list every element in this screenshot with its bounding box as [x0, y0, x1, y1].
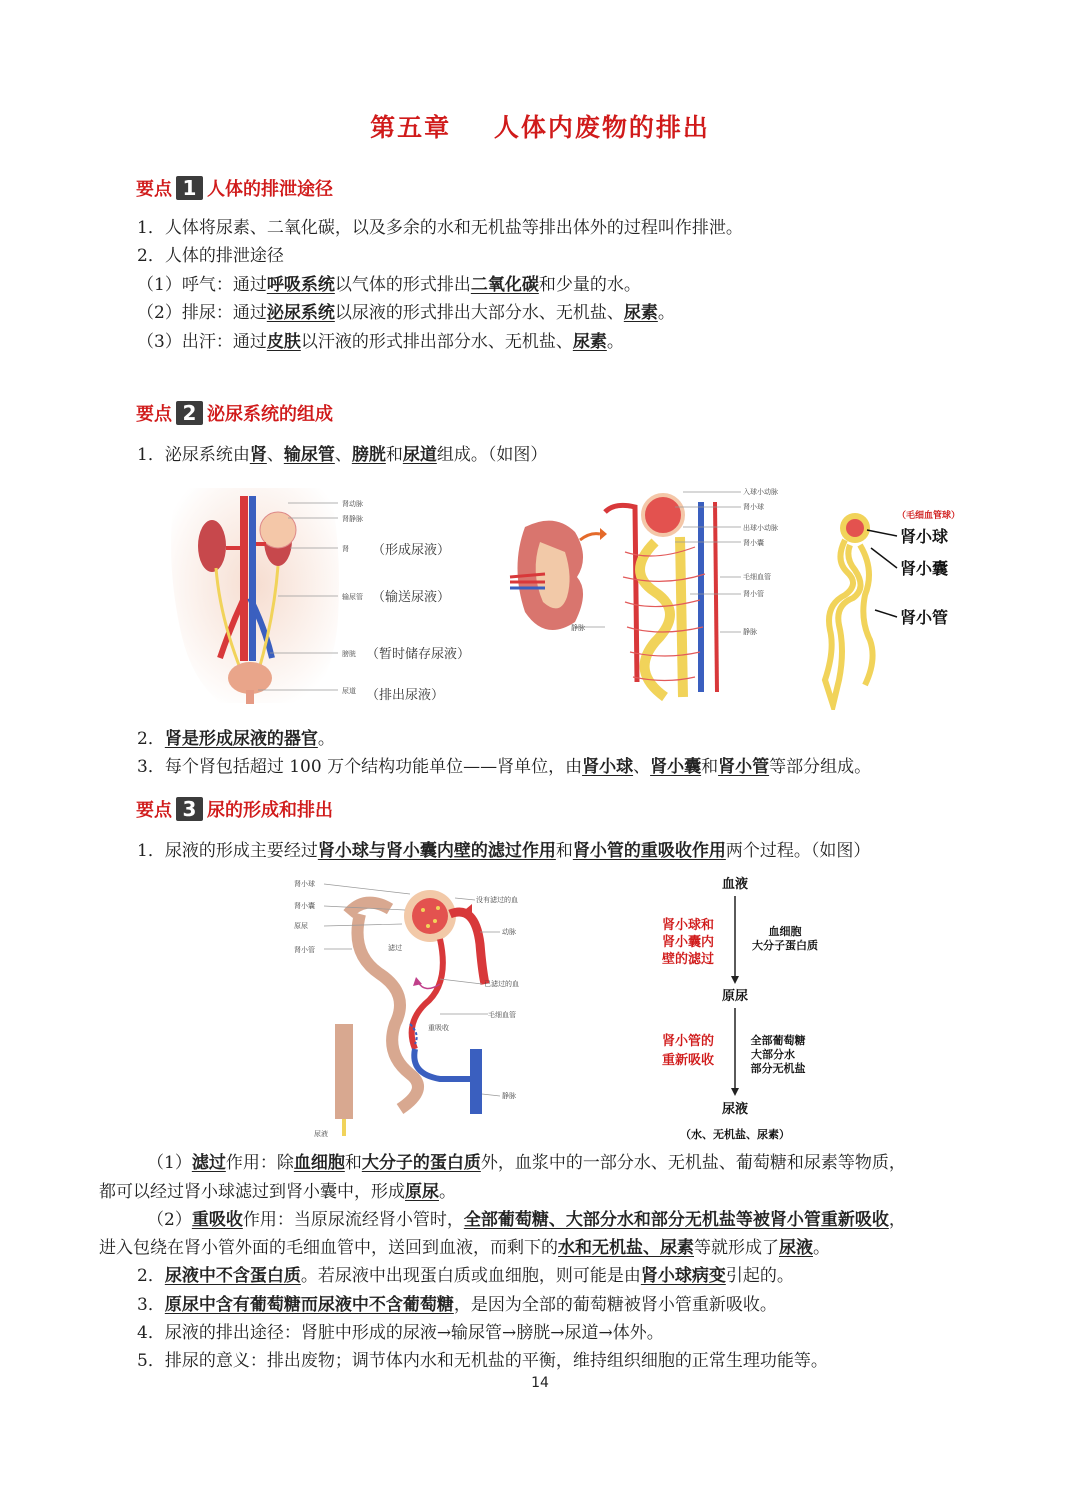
- flow-primary-urine: 原尿: [721, 989, 749, 1004]
- flow-urine: 尿液: [721, 1102, 749, 1117]
- label-unfiltered-blood: 没有滤过的血: [476, 896, 518, 904]
- label-tubule: 肾小管: [294, 946, 315, 954]
- label-capsule: 肾小囊: [743, 539, 764, 547]
- label-vein: 静脉: [502, 1092, 516, 1100]
- section-number: 2: [176, 401, 203, 425]
- label-capsule: 肾小囊: [294, 902, 315, 910]
- section-heading-2: [136, 399, 333, 427]
- urine-formation-figure: [290, 874, 550, 1144]
- label-artery: 动脉: [502, 928, 516, 936]
- flow-filter-label-3: 壁的滤过: [661, 952, 715, 967]
- label-glomerulus-big: 肾小球: [900, 527, 949, 546]
- s3-line1: 1．尿液的形成主要经过肾小球与肾小囊内壁的滤过作用和肾小管的重吸收作用两个过程。（如图）: [137, 841, 871, 861]
- flow-some-salts: 部分无机盐: [750, 1062, 806, 1075]
- flow-reabs-label-2: 重新吸收: [661, 1053, 715, 1068]
- section-heading-1: [136, 174, 333, 202]
- s2-line1: 1．泌尿系统由肾、输尿管、膀胱和尿道组成。（如图）: [137, 445, 548, 465]
- label-renal-vein: 肾静脉: [342, 515, 363, 523]
- s3-line2: 2．尿液中不含蛋白质。若尿液中出现蛋白质或血细胞，则可能是由肾小球病变引起的。: [137, 1266, 794, 1286]
- label-glomerulus: 肾小球: [294, 880, 315, 888]
- s1-line3: （1）呼气：通过呼吸系统以气体的形式排出二氧化碳和少量的水。: [137, 275, 641, 295]
- section-prefix: 要点: [136, 179, 172, 200]
- label-tubule: 肾小管: [743, 590, 764, 598]
- flow-most-water: 大部分水: [751, 1048, 795, 1061]
- page-title: 第五章 人体内废物的排出: [370, 113, 710, 142]
- section-title: 泌尿系统的组成: [207, 404, 333, 425]
- section-heading-3: [136, 795, 333, 823]
- flow-urine-note: （水、无机盐、尿素）: [680, 1128, 790, 1141]
- label-filtration: 滤过: [388, 944, 402, 952]
- label-reabsorption: 重吸收: [428, 1024, 449, 1032]
- flow-filter-label-1: 肾小球和: [661, 918, 715, 933]
- s2-line3: 3．每个肾包括超过 100 万个结构功能单位——肾单位，由肾小球、肾小囊和肾小管等部分组成。: [137, 757, 872, 777]
- label-kidney: 肾: [342, 545, 349, 553]
- label-stores-urine: （暂时储存尿液）: [366, 647, 471, 662]
- nephron-schematic-figure: [805, 500, 965, 710]
- s2-line2: 2．肾是形成尿液的器官。: [137, 729, 335, 749]
- label-capillary: 毛细血管: [488, 1011, 516, 1019]
- flow-blood-cells: 血细胞: [768, 925, 802, 938]
- label-transports-urine: （输送尿液）: [372, 590, 451, 605]
- s3-para2a: （2）重吸收作用：当原尿流经肾小管时，全部葡萄糖、大部分水和部分无机盐等被肾小管重新吸收，: [147, 1210, 906, 1230]
- s1-line1: 1．人体将尿素、二氧化碳，以及多余的水和无机盐等排出体外的过程叫作排泄。: [137, 218, 743, 238]
- label-afferent-arteriole: 入球小动脉: [743, 488, 778, 496]
- label-vein: 静脉: [743, 628, 757, 636]
- s3-line4: 4．尿液的排出途径：肾脏中形成的尿液→输尿管→膀胱→尿道→体外。: [137, 1323, 664, 1343]
- label-urethra: 尿道: [342, 687, 356, 695]
- s3-para1a: （1）滤过作用：除血细胞和大分子的蛋白质外，血浆中的一部分水、无机盐、葡萄糖和尿素等物质，: [147, 1153, 906, 1173]
- s3-line3: 3．原尿中含有葡萄糖而尿液中不含葡萄糖，是因为全部的葡萄糖被肾小管重新吸收。: [137, 1295, 777, 1315]
- section-prefix: 要点: [136, 404, 172, 425]
- section-number: 1: [176, 176, 203, 200]
- s3-line5: 5．排尿的意义：排出废物；调节体内水和无机盐的平衡，维持组织细胞的正常生理功能等。: [137, 1351, 828, 1371]
- urine-flow-diagram: [640, 872, 840, 1144]
- s1-line2: 2．人体的排泄途径: [137, 246, 284, 266]
- s1-line4: （2）排尿：通过泌尿系统以尿液的形式排出大部分水、无机盐、尿素。: [137, 303, 675, 323]
- section-prefix: 要点: [136, 800, 172, 821]
- label-primary-urine: 原尿: [294, 922, 308, 930]
- s3-para1b: 都可以经过肾小球滤过到肾小囊中，形成原尿。: [99, 1182, 456, 1202]
- label-renal-artery: 肾动脉: [342, 500, 363, 508]
- label-vein-left: 静脉: [571, 624, 585, 632]
- flow-blood: 血液: [721, 877, 749, 892]
- label-capsule-big: 肾小囊: [900, 559, 949, 578]
- section-title: 人体的排泄途径: [207, 179, 333, 200]
- section-number: 3: [176, 797, 203, 821]
- label-ureter: 输尿管: [342, 593, 363, 601]
- label-efferent-arteriole: 出球小动脉: [743, 524, 778, 532]
- label-capillary-tuft: （毛细血管球）: [897, 511, 961, 521]
- nephron-detail-figure: [505, 482, 805, 710]
- label-capillary: 毛细血管: [743, 573, 771, 581]
- flow-filter-label-2: 肾小囊内: [661, 935, 715, 950]
- label-excretes-urine: （排出尿液）: [366, 688, 445, 703]
- label-glomerulus: 肾小球: [743, 503, 764, 511]
- label-tubule-big: 肾小管: [900, 608, 949, 627]
- flow-reabs-label-1: 肾小管的: [661, 1034, 715, 1049]
- s1-line5: （3）出汗：通过皮肤以汗液的形式排出部分水、无机盐、尿素。: [137, 332, 624, 352]
- flow-macro-protein: 大分子蛋白质: [752, 939, 818, 952]
- flow-all-glucose: 全部葡萄糖: [750, 1034, 806, 1047]
- section-title: 尿的形成和排出: [207, 800, 333, 821]
- page-number: 14: [531, 1375, 549, 1391]
- label-filtered-blood: 已滤过的血: [484, 980, 519, 988]
- label-bladder: 膀胱: [342, 650, 356, 658]
- label-forms-urine: （形成尿液）: [372, 543, 451, 558]
- urinary-system-figure: [160, 478, 490, 708]
- label-urine: 尿液: [314, 1130, 328, 1138]
- s3-para2b: 进入包绕在肾小管外面的毛细血管中，送回到血液，而剩下的水和无机盐、尿素等就形成了尿液。: [99, 1238, 830, 1258]
